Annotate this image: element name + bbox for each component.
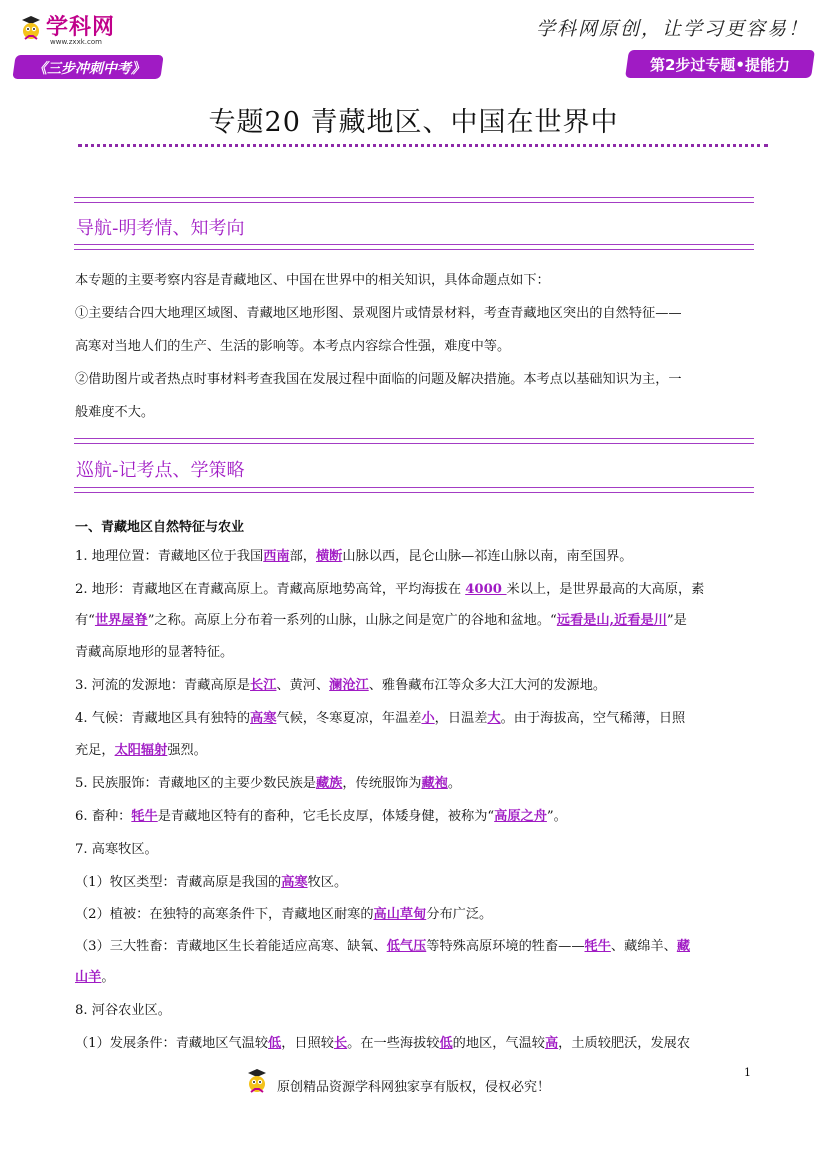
keyword: 小 [421,711,435,726]
subsection-heading: 一、青藏地区自然特征与农业 [75,520,245,535]
keyword: 西南 [263,549,290,564]
keyword: 高原之舟 [494,809,547,824]
point-climate: 4. 气候：青藏地区具有独特的高寒气候，冬寒夏凉，年温差小，日温差大。由于海拔高，空气稀薄，日照 [75,711,686,726]
point-livestock: 6. 畜种：牦牛是青藏地区特有的畜种，它毛长皮厚，体矮身健，被称为“高原之舟”。 [75,809,567,824]
keyword: 高山草甸 [373,907,427,922]
series-label: 《三步冲刺中考》 [33,61,145,77]
pasture-animals-2: 山羊。 [75,970,115,985]
intro-paragraph: 本专题的主要考察内容是青藏地区、中国在世界中的相关知识，具体命题点如下： [75,273,550,288]
pasture-type: （1）牧区类型：青藏高原是我国的高寒牧区。 [75,875,348,890]
keyword: 世界屋脊 [94,613,148,628]
point-terrain-2: 有“世界屋脊”之称。高原上分布着一系列的山脉，山脉之间是宽广的谷地和盆地。“远看是山,近看是川”是 [75,613,687,628]
copyright-footer: 原创精品资源学科网独家享有版权，侵权必究！ [276,1080,550,1095]
point-terrain-3: 青藏高原地形的显著特征。 [75,645,234,660]
keyword: 藏 [676,939,691,954]
section-rule [74,438,754,439]
intro-paragraph: ②借助图片或者热点时事材料考查我国在发展过程中面临的问题及解决措施。本考点以基础知识为主，一 [75,372,682,387]
pasture-animals: （3）三大牲畜：青藏地区生长着能适应高寒、缺氧、低气压等特殊高原环境的牲畜——牦牛、藏绵羊、藏 [75,939,691,954]
section-title-cruise: 巡航-记考点、学策略 [76,460,245,481]
pasture-vegetation: （2）植被：在独特的高寒条件下，青藏地区耐寒的高山草甸分布广泛。 [75,907,493,922]
intro-paragraph: 高寒对当地人们的生产、生活的影响等。本考点内容综合性强，难度中等。 [75,339,511,354]
keyword: 低 [439,1036,453,1051]
keyword: 牦牛 [584,939,611,954]
logo-url: www.zxxk.com [50,38,102,46]
section-rule [74,249,754,250]
point-location: 1. 地理位置：青藏地区位于我国西南部，横断山脉以西，昆仑山脉—祁连山脉以南，南至国界。 [75,549,633,564]
point-terrain: 2. 地形：青藏地区在青藏高原上。青藏高原地势高耸，平均海拔在 4000 米以上，是世界最高的大高原，素 [75,582,705,597]
point-valley-agriculture: 8. 河谷农业区。 [75,1003,171,1018]
keyword: 低气压 [386,939,427,954]
keyword: 4000 [465,582,507,597]
owl-logo-icon [20,14,42,42]
point-clothing: 5. 民族服饰：青藏地区的主要少数民族是藏族，传统服饰为藏袍。 [75,776,462,791]
intro-paragraph: 般难度不大。 [75,405,155,420]
keyword: 长 [333,1036,348,1051]
section-rule [74,202,754,203]
keyword: 澜沧江 [329,678,369,693]
keyword: 牦牛 [131,809,158,824]
keyword: 低 [268,1036,282,1051]
intro-paragraph: ①主要结合四大地理区域图、青藏地区地形图、景观图片或情景材料，考查青藏地区突出的自然特征—— [75,306,682,321]
page-number: 1 [744,1066,751,1079]
point-pasture: 7. 高寒牧区。 [75,842,158,857]
keyword: 藏族 [315,776,343,791]
slogan: 学科网原创，让学习更容易！ [535,18,809,40]
keyword: 藏袍 [421,776,448,791]
keyword: 大 [487,711,501,726]
step-label: 第2步过专题•提能力 [649,56,791,74]
section-rule [74,244,754,245]
keyword: 高寒 [250,711,277,726]
point-rivers: 3. 河流的发源地：青藏高原是长江、黄河、澜沧江、雅鲁藏布江等众多大江大河的发源地。 [75,678,607,693]
logo-text: 学科网 [46,15,116,40]
page-title: 专题20 青藏地区、中国在世界中 [208,107,619,138]
section-rule [74,197,754,198]
keyword: 长江 [250,678,277,693]
keyword: 太阳辐射 [114,743,168,758]
title-divider [78,144,768,147]
keyword: 高寒 [281,875,308,890]
section-rule [74,443,754,444]
section-rule [74,487,754,488]
section-rule [74,492,754,493]
section-title-navigation: 导航-明考情、知考向 [76,218,245,239]
point-climate-2: 充足，太阳辐射强烈。 [75,743,207,758]
keyword: 远看是山,近看是川 [556,613,667,628]
valley-conditions: （1）发展条件：青藏地区气温较低，日照较长。在一些海拔较低的地区，气温较高，土质较肥沃，发展农 [75,1036,691,1051]
keyword: 横断 [315,549,343,564]
keyword: 山羊 [75,970,102,985]
keyword: 高 [544,1036,559,1051]
